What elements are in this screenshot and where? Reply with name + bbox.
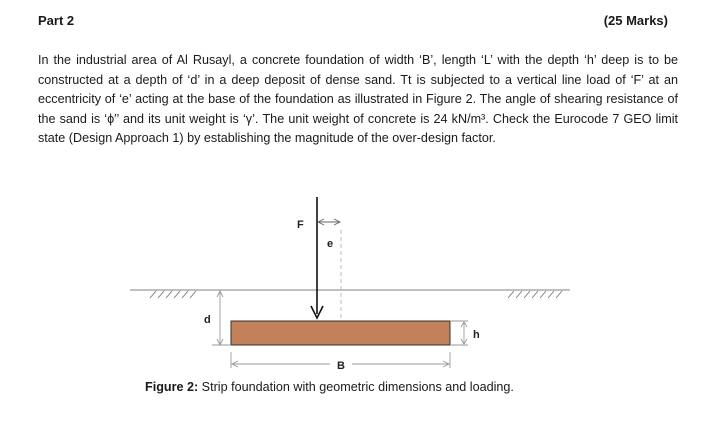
part-title: Part 2 [38, 13, 75, 28]
figure-caption-text: Strip foundation with geometric dimensions and loading. [198, 380, 514, 394]
foundation-block [231, 321, 450, 345]
thickness-label: h [473, 329, 480, 341]
figure-caption-label: Figure 2: [145, 380, 199, 394]
marks-label: (25 Marks) [603, 13, 668, 28]
problem-statement: In the industrial area of Al Rusayl, a concrete foundation of width ‘B’, length ‘L’ with the depth ‘h’ deep is to be constructed at a depth of ‘d’ in a deep deposit of dense sand. Tt is subjected to a vertical line load of ‘F’ at an eccentricity of ‘e’ acting at the base of the foundation as illustrated in Figure 2. The angle of shearing resistance of the sand is ‘ϕ′’ and its unit weight is ‘γ’. The unit weight of concrete is 24 kN/m³. Check the Eurocode 7 GEO limit state (Design Approach 1) by establishing the magnitude of the over-design factor. [38, 53, 678, 146]
depth-label: d [204, 314, 211, 326]
ground-hatch-left [150, 291, 196, 298]
width-label: B [337, 360, 345, 372]
load-label: F [297, 219, 304, 231]
ground-hatch-right [508, 291, 562, 298]
eccentricity-label: e [327, 238, 334, 250]
figure-caption [145, 380, 514, 394]
